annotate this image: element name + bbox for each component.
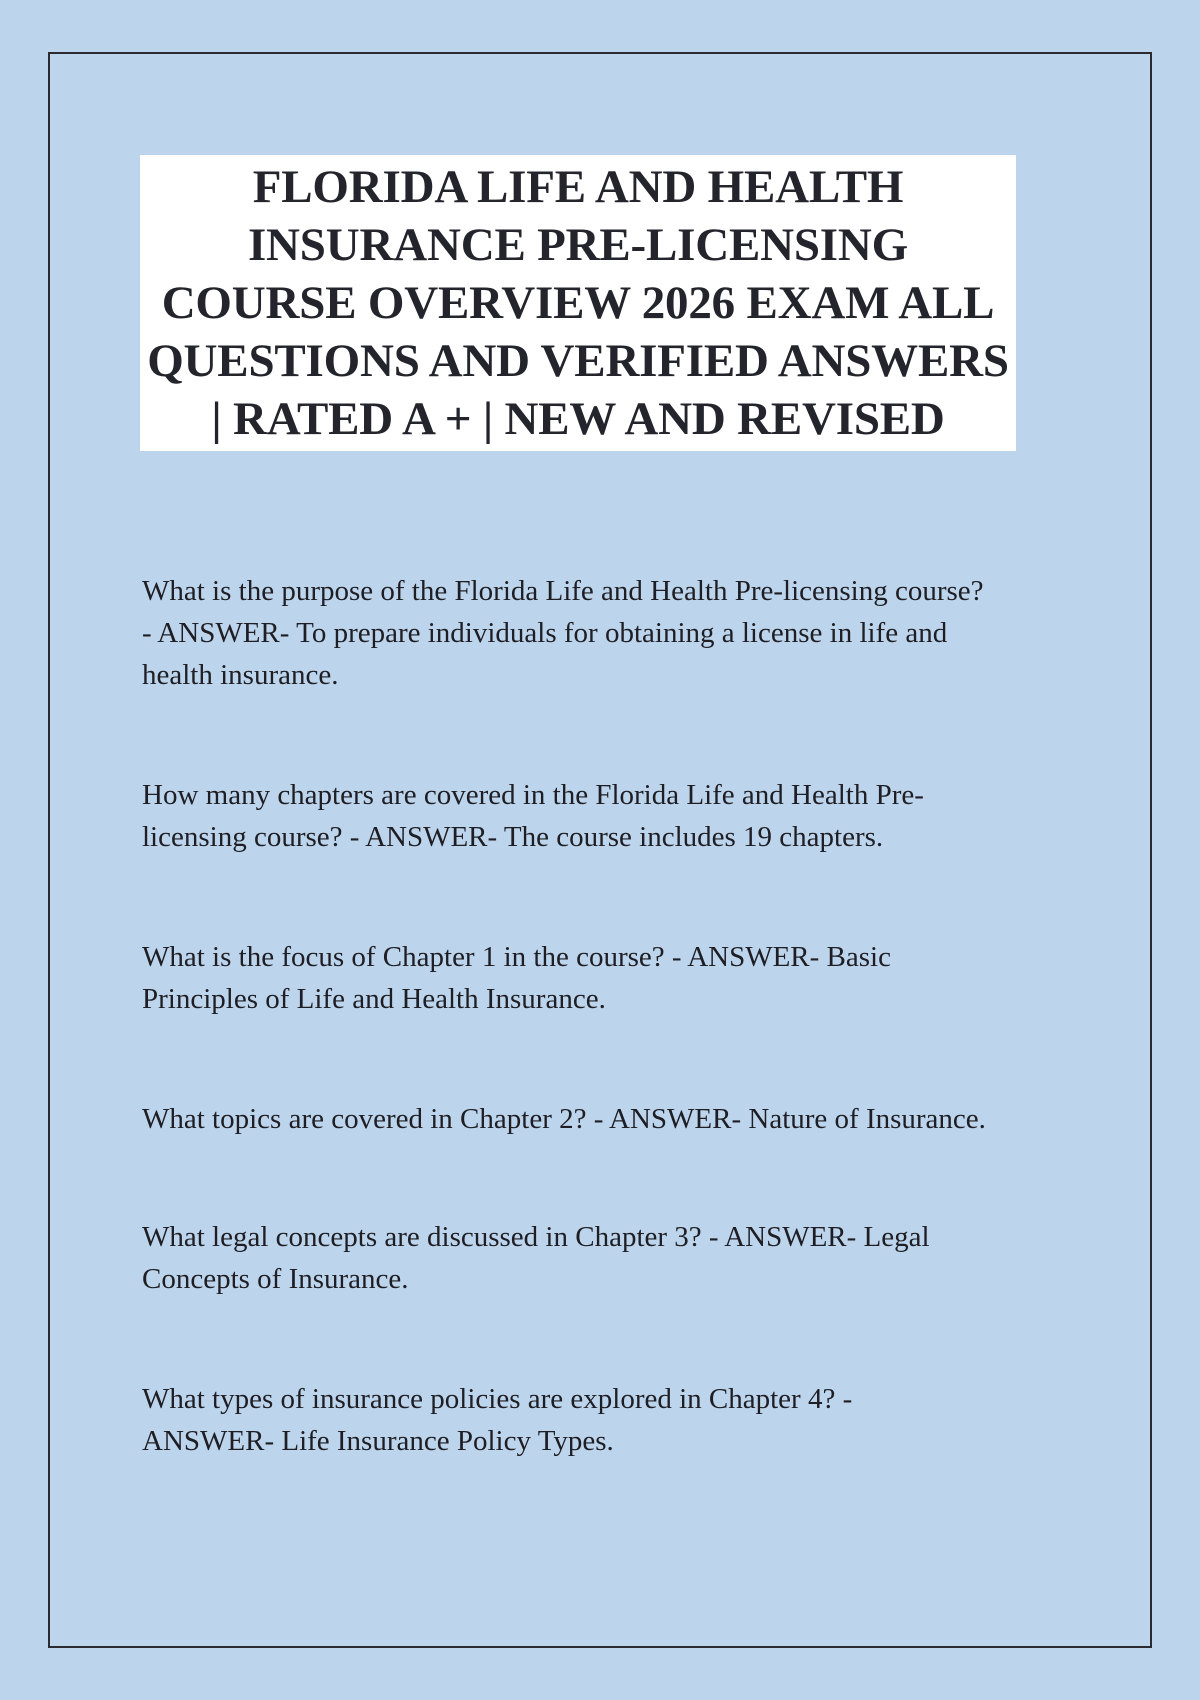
title-line: COURSE OVERVIEW 2026 EXAM ALL bbox=[161, 277, 995, 329]
qa-line: What legal concepts are discussed in Chapter 3? - ANSWER- Legal bbox=[142, 1221, 930, 1253]
qa-item-2 bbox=[142, 774, 1082, 858]
title-line: QUESTIONS AND VERIFIED ANSWERS bbox=[147, 335, 1009, 387]
qa-line: licensing course? - ANSWER- The course includes 19 chapters. bbox=[142, 821, 884, 853]
qa-line: What topics are covered in Chapter 2? - ANSWER- Nature of Insurance. bbox=[142, 1103, 986, 1135]
qa-line: Concepts of Insurance. bbox=[142, 1263, 409, 1295]
qa-line: How many chapters are covered in the Florida Life and Health Pre- bbox=[142, 779, 924, 811]
qa-line: What is the focus of Chapter 1 in the course? - ANSWER- Basic bbox=[142, 941, 891, 973]
title-line: INSURANCE PRE-LICENSING bbox=[247, 219, 909, 271]
title-line: | RATED A + | NEW AND REVISED bbox=[211, 393, 945, 445]
qa-item-6 bbox=[142, 1378, 1082, 1462]
qa-line: What types of insurance policies are explored in Chapter 4? - bbox=[142, 1383, 853, 1415]
qa-line: ANSWER- Life Insurance Policy Types. bbox=[142, 1425, 614, 1457]
title-banner bbox=[140, 155, 1016, 451]
qa-line: What is the purpose of the Florida Life and Health Pre-licensing course? bbox=[142, 575, 984, 607]
document-title bbox=[147, 158, 1009, 448]
qa-line: Principles of Life and Health Insurance. bbox=[142, 983, 606, 1015]
qa-item-1 bbox=[142, 570, 1082, 696]
title-line: FLORIDA LIFE AND HEALTH bbox=[252, 161, 904, 213]
qa-line: - ANSWER- To prepare individuals for obtaining a license in life and bbox=[142, 617, 948, 649]
qa-item-4 bbox=[142, 1098, 1082, 1140]
qa-line: health insurance. bbox=[142, 659, 339, 691]
qa-item-5 bbox=[142, 1216, 1082, 1300]
qa-item-3 bbox=[142, 936, 1082, 1020]
